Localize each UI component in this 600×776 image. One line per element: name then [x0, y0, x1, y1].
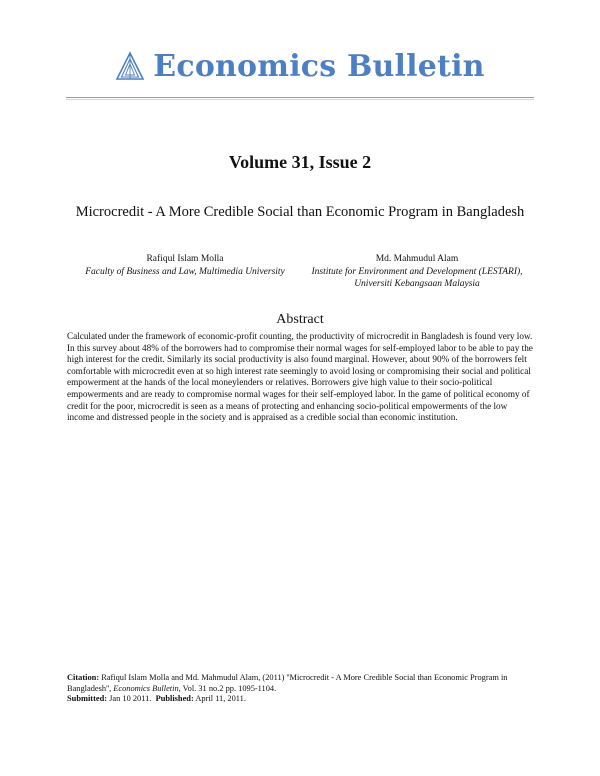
paper-title: Microcredit - A More Credible Social than Economic Program in Bangladesh	[75, 204, 525, 220]
abstract-heading: Abstract	[276, 312, 324, 327]
volume-issue: Volume 31, Issue 2	[228, 152, 372, 172]
citation-volume-pages: , Vol. 31 no.2 pp. 1095-1104.	[178, 683, 277, 693]
citation-journal: Economics Bulletin	[113, 683, 179, 693]
submission-dates	[67, 694, 537, 705]
journal-masthead	[0, 46, 600, 86]
author-block-2	[288, 253, 546, 291]
citation-authors-title: Rafiqul Islam Molla and Md. Mahmudul Alam, (2011) ''Microcredit - A More Credible Social than Economic Program in Bangladesh'',	[67, 673, 508, 693]
author-name: Rafiqul Islam Molla	[146, 254, 224, 264]
citation-block	[67, 673, 537, 705]
citation-label: Citation:	[67, 673, 100, 682]
author-affiliation-line2: Universiti Kebangsaan Malaysia	[354, 279, 480, 289]
abstract-text: Calculated under the framework of economic-profit counting, the productivity of microcredit in Bangladesh is found very low. In this survey about 48% of the borrowers had to compromise their normal wages for self-employed labor to be able to pay the high interest for the credit. Similarly its social productivity is also found marginal. However, about 90% of the borrowers felt comfortable with microcredit even at so high interest rate seemingly to avoid losing or compromising their social and political empowerment at the hands of the local moneylenders or relatives. Borrowers give high value to their socio-political empowerments and are ready to compromise normal wages for their self-employed labor. In the game of political economy of credit for the poor, microcredit is seen as a means of protecting and enhancing socio-political empowerments of the low income and distressed people in the society and is appraised as a credible social than economic institution.	[67, 331, 533, 423]
published-date: April 11, 2011.	[193, 694, 246, 704]
triangle-logo-icon	[115, 51, 145, 81]
author-block-1	[60, 253, 310, 278]
journal-name: Economics Bulletin	[153, 48, 485, 84]
published-label: Published:	[155, 694, 194, 704]
author-affiliation-line1: Institute for Environment and Development (LESTARI),	[311, 266, 523, 277]
submitted-date: Jan 10 2011.	[107, 694, 152, 704]
header-divider	[66, 97, 534, 100]
submitted-label: Submitted:	[67, 694, 108, 704]
author-name: Md. Mahmudul Alam	[375, 254, 459, 264]
citation-line	[67, 673, 537, 694]
author-affiliation: Faculty of Business and Law, Multimedia University	[85, 266, 285, 277]
